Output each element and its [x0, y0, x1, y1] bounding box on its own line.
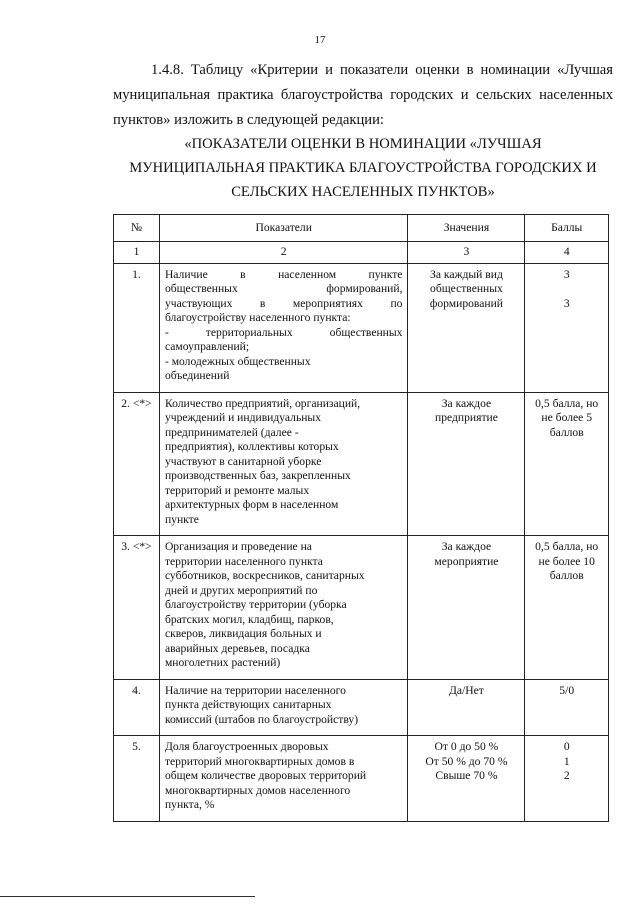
row-value [408, 536, 525, 680]
indicator-line: предпринимателей (далее - [164, 425, 299, 439]
row-number: 3. <*> [114, 536, 160, 680]
value-line: За каждое [441, 396, 492, 410]
intro-line: муниципальная практика благоустройства городских и сельских населенных [113, 87, 613, 103]
indicator-line: учреждений и индивидуальных [164, 411, 322, 424]
indicator-line: архитектурных форм в населенном [164, 498, 339, 511]
indicator-line: пункта действующих санитарных [164, 698, 332, 711]
intro-line: 1.4.8. Таблицу «Критерии и показатели оценки в номинации «Лучшая [151, 62, 613, 78]
indicator-line: территории населенного пункта [164, 554, 323, 568]
header-indicator: Показатели [159, 215, 408, 242]
points-line: 0 [563, 740, 570, 753]
row-number: 5. [114, 736, 160, 822]
indicator-line: Организация и проведение на [164, 540, 312, 553]
heading-line: МУНИЦИПАЛЬНАЯ ПРАКТИКА БЛАГОУСТРОЙСТВА ГОРОДСКИХ И [129, 160, 597, 176]
indicator-line: субботников, воскресников, санитарных [164, 569, 365, 582]
row-indicator [159, 736, 408, 822]
table-heading [113, 132, 613, 204]
indicator-line: многоквартирных домов населенного [164, 783, 351, 797]
column-index-row [114, 242, 609, 264]
row-value [408, 392, 525, 536]
footnote-separator [0, 896, 255, 897]
indicator-line: Количество предприятий, организаций, [164, 396, 361, 410]
row-indicator [159, 392, 408, 536]
row-points [525, 679, 609, 736]
indicator-line: аварийных деревьев, посадка [164, 641, 310, 655]
table-header-row [114, 215, 609, 242]
row-value [408, 679, 525, 736]
table-row [114, 736, 609, 822]
indicator-line: братских могил, кладбищ, парков, [164, 612, 334, 626]
row-number: 4. [114, 679, 160, 736]
row-indicator [159, 536, 408, 680]
table-row [114, 392, 609, 536]
indicator-line: дней и других мероприятий по [164, 583, 318, 597]
points-line: 3 [563, 296, 570, 310]
row-points [525, 392, 609, 536]
points-line: 0,5 балла, но [535, 396, 599, 410]
indicator-line: благоустройству населенного пункта: [164, 311, 351, 324]
indicator-line: территорий многоквартирных домов в [164, 754, 355, 768]
header-value: Значения [408, 215, 525, 242]
indicator-line: скверов, ликвидация больных и [164, 627, 322, 640]
indicator-line: участвующих в мероприятиях по [164, 296, 403, 310]
value-line: Да/Нет [449, 683, 484, 697]
row-points [525, 536, 609, 680]
column-index: 3 [408, 242, 525, 264]
indicator-line: пункта, % [164, 798, 215, 811]
indicator-line: предприятия), коллективы которых [164, 440, 339, 453]
value-line: мероприятие [434, 554, 499, 568]
points-line: 3 [563, 267, 570, 281]
criteria-table [113, 214, 609, 822]
value-line: предприятие [435, 411, 498, 424]
indicator-line: самоуправлений; [164, 340, 250, 353]
header-number: № [114, 215, 160, 242]
value-line: От 0 до 50 % [434, 740, 499, 753]
value-line: общественных [430, 282, 503, 295]
indicator-line: пункте [164, 512, 199, 526]
indicator-line: Наличие в населенном пункте [164, 267, 403, 281]
row-points [525, 736, 609, 822]
row-value [408, 736, 525, 822]
column-index: 2 [159, 242, 408, 264]
table-row [114, 536, 609, 680]
points-line: баллов [549, 569, 584, 582]
value-line: формирований [429, 296, 504, 310]
indicator-line: участвуют в санитарной уборке [164, 454, 322, 468]
points-line: баллов [549, 425, 584, 439]
indicator-line: объединений [164, 369, 230, 382]
indicator-line: общем количестве дворовых территорий [164, 769, 367, 782]
indicator-line: комиссий (штабов по благоустройству) [164, 712, 359, 726]
column-index: 1 [114, 242, 160, 264]
header-points: Баллы [525, 215, 609, 242]
table-row [114, 679, 609, 736]
points-line: не более 10 [538, 554, 595, 568]
row-indicator [159, 679, 408, 736]
row-points [525, 263, 609, 392]
heading-line: «ПОКАЗАТЕЛИ ОЦЕНКИ В НОМИНАЦИИ «ЛУЧШАЯ [184, 136, 542, 152]
intro-line: пунктов» изложить в следующей редакции: [113, 112, 384, 128]
indicator-line: Доля благоустроенных дворовых [164, 740, 329, 753]
points-line: 2 [563, 769, 570, 782]
row-number: 1. [114, 263, 160, 392]
indicator-line: - территориальных общественных [164, 325, 403, 339]
row-number: 2. <*> [114, 392, 160, 536]
value-line: От 50 % до 70 % [425, 754, 508, 768]
indicator-line: - молодежных общественных [164, 354, 311, 368]
indicator-line: Наличие на территории населенного [164, 683, 346, 697]
points-line [530, 282, 603, 297]
row-indicator [159, 263, 408, 392]
page-number: 17 [314, 34, 326, 46]
value-line: За каждое [441, 540, 492, 553]
points-line: 5/0 [559, 683, 575, 697]
points-line: не более 5 [541, 411, 592, 424]
column-index: 4 [525, 242, 609, 264]
indicator-line: производственных баз, закрепленных [164, 469, 351, 482]
indicator-line: многолетних растений) [164, 656, 281, 669]
indicator-line: общественных формирований, [164, 282, 403, 295]
indicator-line: благоустройству территории (уборка [164, 598, 347, 611]
intro-paragraph [113, 58, 613, 133]
table-row [114, 263, 609, 392]
points-line: 0,5 балла, но [535, 540, 599, 553]
points-line: 1 [563, 754, 570, 768]
value-line: За каждый вид [430, 267, 503, 281]
row-value [408, 263, 525, 392]
indicator-line: территорий и ремонте малых [164, 483, 310, 497]
value-line: Свыше 70 % [435, 769, 498, 782]
heading-line: СЕЛЬСКИХ НАСЕЛЕННЫХ ПУНКТОВ» [231, 184, 495, 200]
